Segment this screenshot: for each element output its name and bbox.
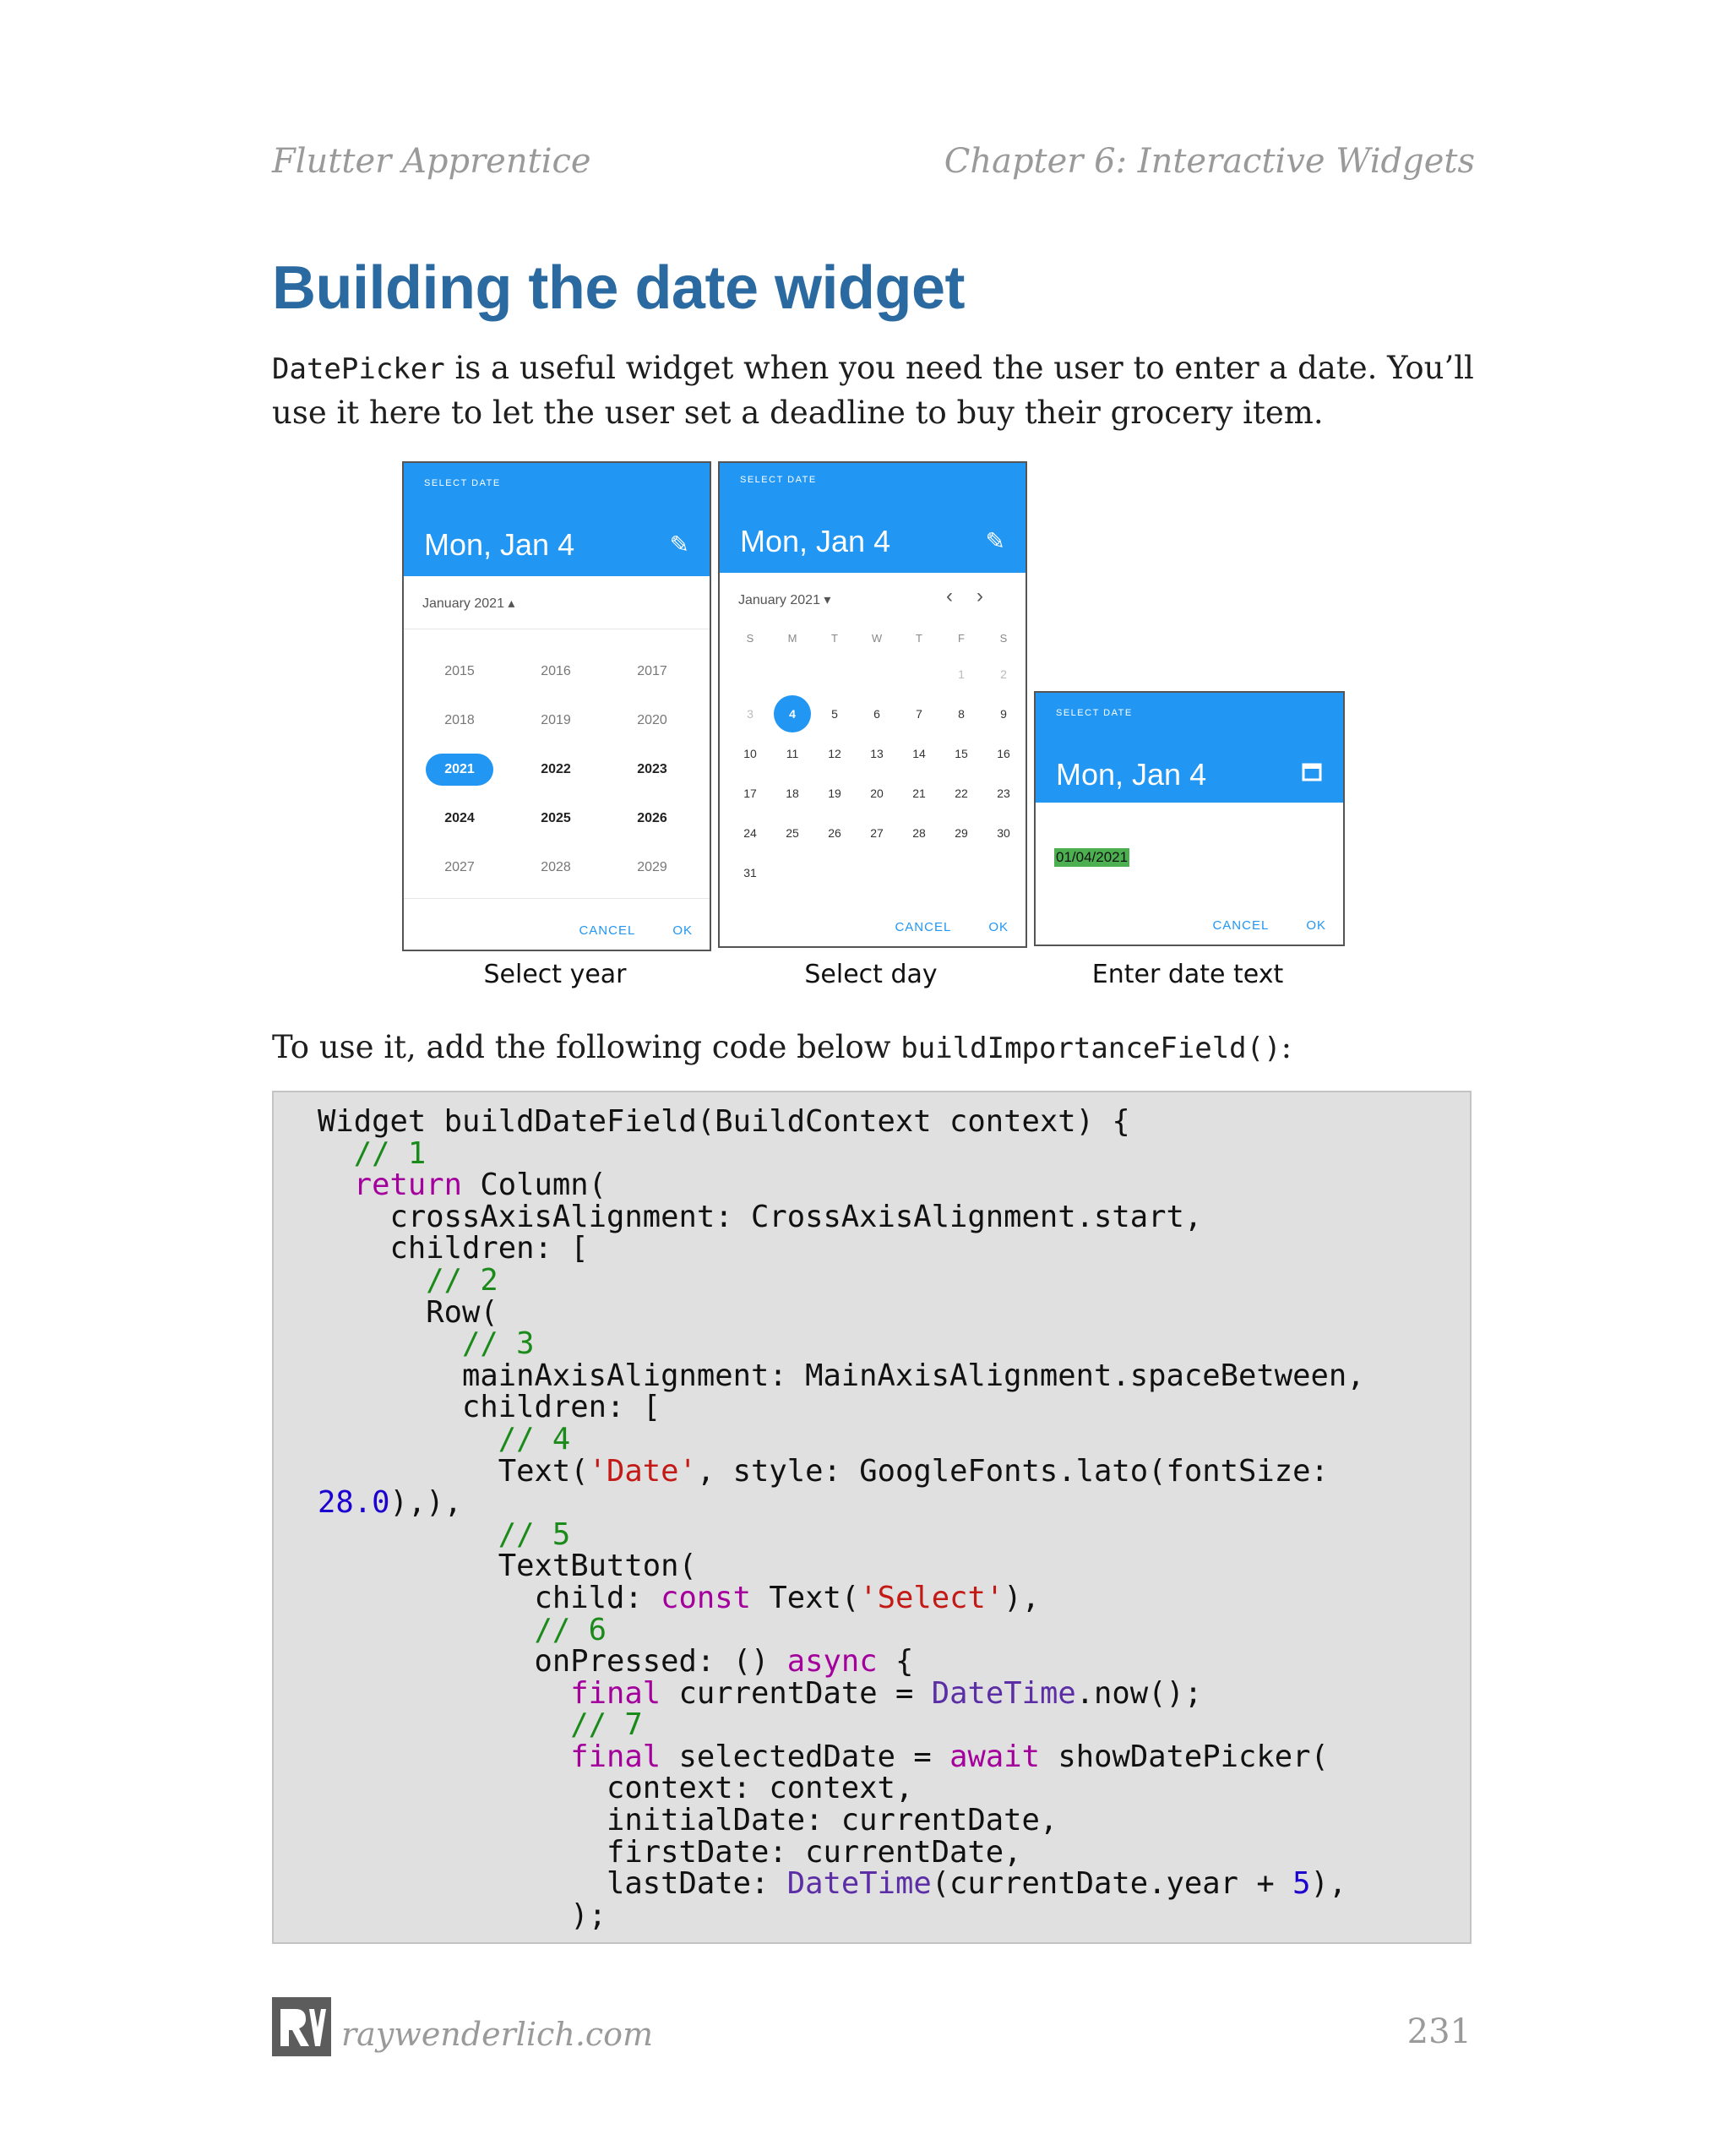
day-cell[interactable]: 24 [743, 826, 757, 840]
caption-select-year: Select year [483, 960, 627, 989]
day-cell[interactable]: 16 [997, 747, 1010, 760]
picker-header [1036, 693, 1343, 803]
picker-header [404, 463, 710, 576]
running-header-chapter: Chapter 6: Interactive Widgets [944, 142, 1475, 181]
usage-text: To use it, add the following code below [272, 1029, 901, 1065]
inline-code-function: buildImportanceField() [900, 1032, 1281, 1065]
dialog-actions [857, 920, 1009, 934]
caret-down-icon: ▾ [824, 593, 831, 607]
year-option[interactable]: 2029 [637, 860, 667, 874]
year-option[interactable]: 2017 [637, 664, 667, 678]
ok-button[interactable]: OK [988, 920, 1009, 934]
day-cell[interactable]: 13 [870, 747, 884, 760]
calendar-icon[interactable] [1301, 760, 1323, 788]
month-year-dropdown[interactable] [738, 591, 830, 608]
caret-up-icon: ▴ [508, 596, 515, 611]
ok-button[interactable]: OK [1306, 918, 1326, 933]
usage-paragraph [272, 1026, 1480, 1070]
year-option[interactable]: 2015 [444, 664, 475, 678]
day-cell[interactable]: 15 [955, 747, 968, 760]
date-text-field[interactable]: 01/04/2021 [1056, 849, 1129, 865]
day-cell[interactable]: 14 [912, 747, 926, 760]
weekday-label: T [831, 632, 838, 645]
month-navigation [946, 585, 1007, 608]
year-option[interactable]: 2022 [541, 762, 571, 776]
usage-tail: : [1281, 1029, 1292, 1065]
day-cell[interactable]: 8 [958, 707, 965, 721]
day-cell[interactable]: 17 [743, 787, 757, 800]
cancel-button[interactable]: CANCEL [579, 923, 636, 938]
day-cell[interactable]: 9 [1000, 707, 1007, 721]
day-cell[interactable]: 25 [786, 826, 799, 840]
screenshot-select-day [718, 461, 1027, 948]
day-cell[interactable]: 11 [786, 747, 799, 760]
dialog-actions [1175, 918, 1326, 933]
day-cell[interactable]: 22 [955, 787, 968, 800]
select-date-label: SELECT DATE [424, 478, 501, 488]
section-title: Building the date widget [272, 254, 965, 322]
day-cell[interactable]: 18 [786, 787, 799, 800]
screenshot-enter-date-text [1034, 691, 1345, 946]
day-cell[interactable]: 26 [828, 826, 841, 840]
cancel-button[interactable]: CANCEL [895, 920, 952, 934]
page-number: 231 [1406, 2012, 1472, 2051]
year-option[interactable]: 2025 [541, 811, 571, 825]
weekday-label: F [958, 632, 965, 645]
inline-code-datepicker: DatePicker [272, 352, 445, 386]
selected-date-title: Mon, Jan 4 [424, 527, 575, 562]
day-cell[interactable]: 10 [743, 747, 757, 760]
edit-pencil-icon[interactable]: ✎ [669, 531, 689, 558]
weekday-label: S [746, 632, 754, 645]
weekday-label: M [787, 632, 797, 645]
edit-pencil-icon[interactable]: ✎ [985, 528, 1005, 554]
year-option[interactable]: 2019 [541, 713, 571, 727]
picker-header [720, 463, 1025, 573]
cancel-button[interactable]: CANCEL [1212, 918, 1270, 933]
intro-text: is a useful widget when you need the user to enter a date. You’ll use it here to let the user set a deadline to buy their grocery item. [272, 350, 1474, 431]
day-cell[interactable]: 23 [997, 787, 1010, 800]
raywenderlich-logo-icon [272, 1997, 331, 2056]
month-label: January 2021 [422, 596, 504, 611]
dialog-actions [541, 923, 693, 938]
intro-paragraph [272, 346, 1480, 434]
day-cell[interactable]: 6 [873, 707, 880, 721]
day-cell[interactable]: 12 [828, 747, 841, 760]
selected-date-title: Mon, Jan 4 [740, 524, 891, 558]
day-cell: 1 [958, 667, 965, 681]
year-option[interactable]: 2020 [637, 713, 667, 727]
day-cell[interactable]: 27 [870, 826, 884, 840]
year-option[interactable]: 2023 [637, 762, 667, 776]
weekday-label: S [999, 632, 1008, 645]
day-cell: 3 [747, 707, 753, 721]
caption-select-day: Select day [804, 960, 938, 989]
day-cell[interactable]: 7 [916, 707, 922, 721]
day-cell[interactable]: 5 [831, 707, 838, 721]
day-cell[interactable]: 29 [955, 826, 968, 840]
code-block [272, 1091, 1472, 1944]
chevron-left-icon[interactable]: ‹ [946, 585, 977, 607]
select-date-label: SELECT DATE [1056, 708, 1133, 718]
caption-enter-date-text: Enter date text [1091, 960, 1284, 989]
footer-site: raywenderlich.com [341, 2016, 654, 2053]
running-header-book-title: Flutter Apprentice [272, 142, 591, 181]
day-cell[interactable]: 19 [828, 787, 841, 800]
code-listing: Widget buildDateField(BuildContext context) { // 1 return Column( crossAxisAlignment: CrossAxisAlignment.start, children: [ // 2 Row( // 3 mainAxisAlignment: MainAxisAlignment.spaceBetween, children: [ // 4 Text('Date', style: GoogleFonts.lato(fontSize: 28.0),), // 5 TextButton( child: const Text('Select'), // 6 onPressed: () async { final currentDate = DateTime.now(); // 7 final selectedDate = await showDatePicker( context: context, initialDate: currentDate, firstDate: currentDate, lastDate: DateTime(currentDate.year + 5), ); [318, 1104, 1365, 1933]
weekday-label: W [871, 632, 883, 645]
ok-button[interactable]: OK [672, 923, 693, 938]
year-option[interactable]: 2026 [637, 811, 667, 825]
year-option[interactable]: 2021 [426, 754, 493, 786]
screenshot-select-year [402, 461, 711, 951]
day-cell[interactable]: 28 [912, 826, 926, 840]
divider [404, 898, 710, 899]
month-label: January 2021 [738, 593, 820, 607]
select-date-label: SELECT DATE [740, 475, 817, 485]
year-option[interactable]: 2027 [444, 860, 475, 874]
day-cell[interactable]: 21 [912, 787, 926, 800]
day-cell[interactable]: 20 [870, 787, 884, 800]
year-option[interactable]: 2016 [541, 664, 571, 678]
day-cell[interactable]: 31 [743, 866, 757, 879]
day-cell: 2 [1000, 667, 1007, 681]
selected-date-title: Mon, Jan 4 [1056, 757, 1207, 792]
year-option[interactable]: 2028 [541, 860, 571, 874]
year-option[interactable]: 2024 [444, 811, 475, 825]
day-cell[interactable]: 4 [774, 695, 811, 732]
month-year-dropdown[interactable] [422, 595, 514, 612]
weekday-label: T [916, 632, 922, 645]
day-cell[interactable]: 30 [997, 826, 1010, 840]
year-option[interactable]: 2018 [444, 713, 475, 727]
chevron-right-icon[interactable]: › [977, 585, 1007, 607]
